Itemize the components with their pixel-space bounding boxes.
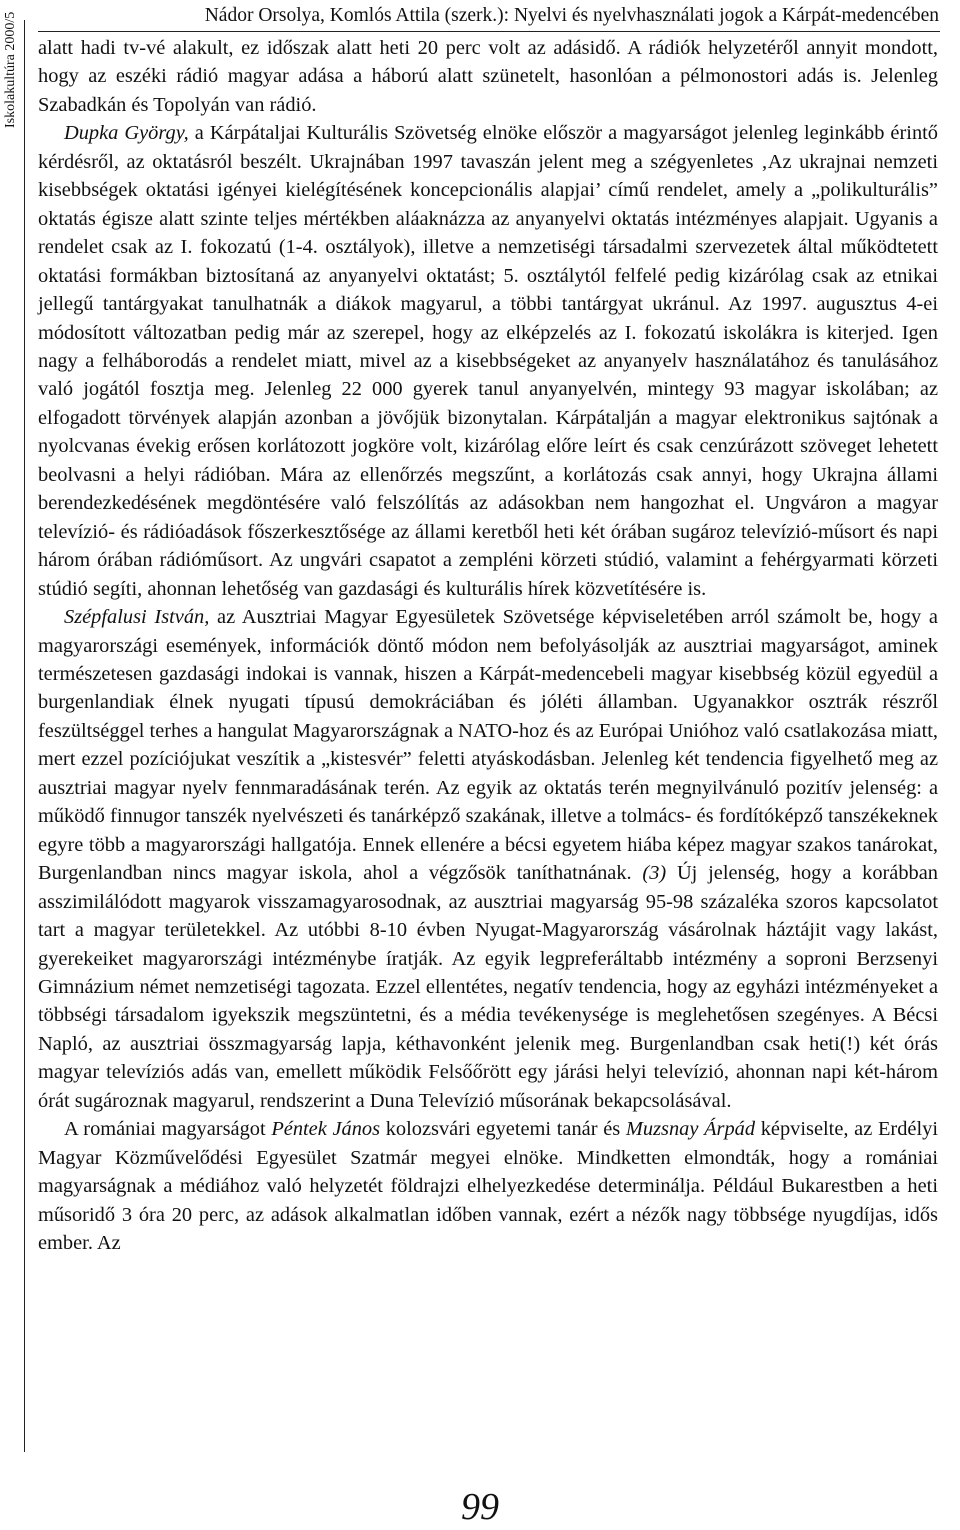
speaker-name: Dupka György, bbox=[64, 122, 189, 145]
paragraph-text: kolozsvári egyetemi tanár és bbox=[380, 1118, 626, 1141]
reference-marker: (3) bbox=[642, 862, 667, 885]
paragraph-3 bbox=[38, 603, 938, 1115]
paragraph-text: Új jelenség, hogy a korábban asszimilálódott magyarok visszamagyarosodnak, az ausztriai magyarság 95-98 százaléka szoros kapcsolatot tart a magyar területekkel. Az utóbbi 8-10 évben Nyugat-Magyarország vásárolnak háztájit vagy lakást, gyerekeiket magyarországi intézménybe íratják. Az egyik legpreferáltabb intézmény a soproni Berzsenyi Gimnázium német nemzetiségi tagozata. Ezzel ellentétes, negatív tendencia, hogy az egyházi intézményeket a többségi társadalom igyekszik megszüntetni, és a média tevékenysége is meglehetősen szegényes. A Bécsi Napló, az ausztriai összmagyarság lapja, kéthavonként jelenik meg. Burgenlandban csak heti(!) két órás magyar televíziós adás van, emellett működik Felsőőrött egy járási helyi televízió, ahonnan napi két-három órát sugároznak magyarul, rendszerint a Duna Televízió műsorának bekapcsolásával. bbox=[38, 862, 938, 1112]
paragraph-text: az Ausztriai Magyar Egyesületek Szövetsége képviseletében arról számolt be, hogy a magyarországi események, információk döntő módon nem befolyásolják az ausztriai magyarságot, aminek természetesen gazdasági indokai is vannak, hiszen a Kárpát-medencebeli magyar kisebbség közül egyedül a burgenlandiak élnek nyugati típusú demokráciában és jóléti államban. Ugyanakkor osztrák részről feszültséggel terhes a hangulat Magyarországnak a NATO-hoz és az Európai Unióhoz való csatlakozása miatt, mert ezzel pozíciójukat veszítik a „kistesvér” feletti atyáskodásban. Jelenleg két tendencia figyelhető meg az ausztriai magyar nyelv fennmaradásának terén. Az egyik az oktatás terén megnyilvánuló pozitív jelenség: a működő finnugor tanszék nyelvészeti és tanárképző szakának, illetve a tolmács- és fordítóképző tanszékeknek egyre több a magyarországi hallgatója. Ennek ellenére a bécsi egyetem hiába képez magyar szakos tanárokat, Burgenlandban nincs magyar iskola, ahol a végzősök taníthatnának. bbox=[38, 606, 938, 885]
article-body bbox=[38, 34, 938, 1257]
paragraph-text: képviselte, az Erdélyi Magyar Közművelődési Egyesület Szatmár megyei elnöke. Mindketten elmondták, hogy a romániai magyarságnak a médiához való helyzetét földrajzi elhelyezkedése determinálja. Például Bukarestben a heti műsoridő 3 óra 20 perc, az adások alkalmatlan időben vannak, ezért a nézők nagy többsége nyugdíjas, idős ember. Az bbox=[38, 1118, 938, 1255]
header-rule bbox=[38, 31, 940, 32]
page-number: 99 bbox=[461, 1486, 499, 1528]
margin-rule bbox=[24, 20, 25, 1452]
speaker-name: Péntek János bbox=[271, 1118, 381, 1141]
paragraph-text: A romániai magyarságot bbox=[64, 1118, 272, 1141]
running-head: Nádor Orsolya, Komlós Attila (szerk.): Nyelvi és nyelvhasználati jogok a Kárpát-medencében bbox=[204, 5, 939, 26]
speaker-name: Szépfalusi István, bbox=[64, 606, 210, 629]
paragraph-4 bbox=[38, 1115, 938, 1257]
paragraph-2 bbox=[38, 119, 938, 603]
paragraph-text: a Kárpátaljai Kulturális Szövetség elnöke először a magyarságot jelenleg leginkább érintő kérdésről, az oktatásról beszélt. Ukrajnában 1997 tavaszán jelent meg a szégyenletes ‚Az ukrajnai nemzeti kisebbségek oktatási igényei kielégítésének koncepcionális alapjai’ című rendelet, amely a „polikulturális” oktatás égisze alatt szinte teljes mértékben aláaknázza az anyanyelvi oktatás intézményes alapjait. Ugyanis a rendelet csak az I. fokozatú (1-4. osztályok), illetve a nemzetiségi társadalmi szervezetek által működtetett oktatási formákban biztosítaná az anyanyelvi oktatást; 5. osztálytól felfelé pedig kizárólag csak az etnikai jellegű tantárgyakat tanulhatnák a diákok magyarul, a többi tantárgyat ukránul. Az 1997. augusztus 4-ei módosított változatban pedig már az szerepel, hogy az elképzelés az I. fokozatú iskolákra is kiterjed. Igen nagy a felháborodás a rendelet miatt, mivel az a kisebbségeket az anyanyelv használatához és tanulásához való jogától fosztja meg. Jelenleg 22 000 gyerek tanul anyanyelvén, mintegy 93 magyar iskolában; az elfogadott törvények alapján azonban a jövőjük bizonytalan. Kárpátalján a magyar elektronikus sajtónak a nyolcvanas évekig erősen korlátozott jogköre volt, kizárólag előre leírt és csak cenzúrázott szöveget lehetett beolvasni a helyi rádióban. Mára az ellenőrzés megszűnt, a korlátozás csak annyi, hogy Ukrajna állami berendezkedésének megdöntésére való felszólítás az adásokban nem hangozhat el. Ungváron a magyar televízió- és rádióadások főszerkesztősége az állami keretből heti két órában sugároz televízió-műsort és napi három órában rádióműsort. Az ungvári csapatot a zempléni körzeti stúdió, valamint a fehérgyarmati körzeti stúdió segíti, ahonnan lehetőség van gazdasági és kulturális hírek közvetítésére is. bbox=[38, 122, 938, 600]
speaker-name: Muzsnay Árpád bbox=[625, 1118, 756, 1141]
paragraph-1: alatt hadi tv-vé alakult, ez időszak alatt heti 20 perc volt az adásidő. A rádiók helyzetéről annyit mondott, hogy az eszéki rádió magyar adása a háború alatt szünetelt, hasonlóan a pélmonostori adás is. Jelenleg Szabadkán és Topolyán van rádió. bbox=[38, 37, 938, 116]
side-label: Iskolakultúra 2000/5 bbox=[3, 12, 18, 129]
